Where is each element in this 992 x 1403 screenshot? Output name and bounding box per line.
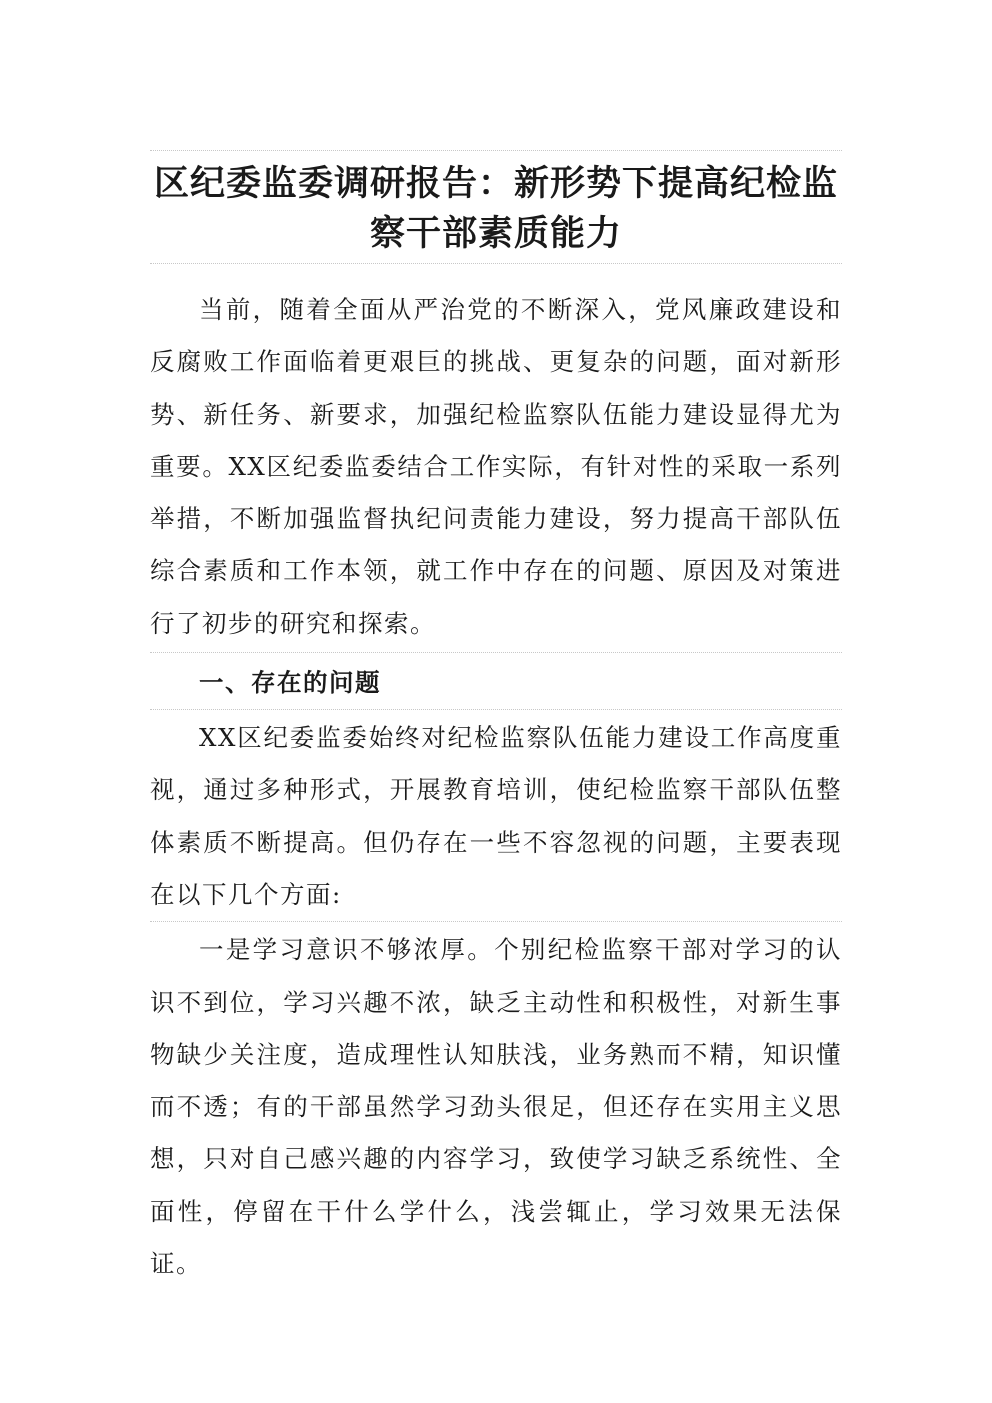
document-title: 区纪委监委调研报告：新形势下提高纪检监察干部素质能力 bbox=[153, 163, 838, 254]
overview-paragraph: XX区纪委监委始终对纪检监察队伍能力建设工作高度重视，通过多种形式，开展教育培训，使纪检监察干部队伍整体素质不断提高。但仍存在一些不容忽视的问题，主要表现在以下几个方面: bbox=[150, 723, 842, 909]
point-one-paragraph: 一是学习意识不够浓厚。个别纪检监察干部对学习的认识不到位，学习兴趣不浓，缺乏主动性和积极性，对新生事物缺少关注度，造成理性认知肤浅，业务熟而不精，知识懂而不透；有的干部虽然学习劲头很足，但还存在实用主义思想，只对自己感兴趣的内容学习，致使学习缺乏系统性、全面性，停留在干什么学什么，浅尝辄止，学习效果无法保证。 bbox=[150, 935, 842, 1279]
section-heading: 一、存在的问题 bbox=[199, 668, 381, 698]
document-page bbox=[150, 150, 842, 1290]
intro-paragraph: 当前，随着全面从严治党的不断深入，党风廉政建设和反腐败工作面临着更艰巨的挑战、更复杂的问题，面对新形势、新任务、新要求，加强纪检监察队伍能力建设显得尤为重要。XX区纪委监委结合工作实际，有针对性的采取一系列举措，不断加强监督执纪问责能力建设，努力提高干部队伍综合素质和工作本领，就工作中存在的问题、原因及对策进行了初步的研究和探索。 bbox=[150, 295, 842, 638]
